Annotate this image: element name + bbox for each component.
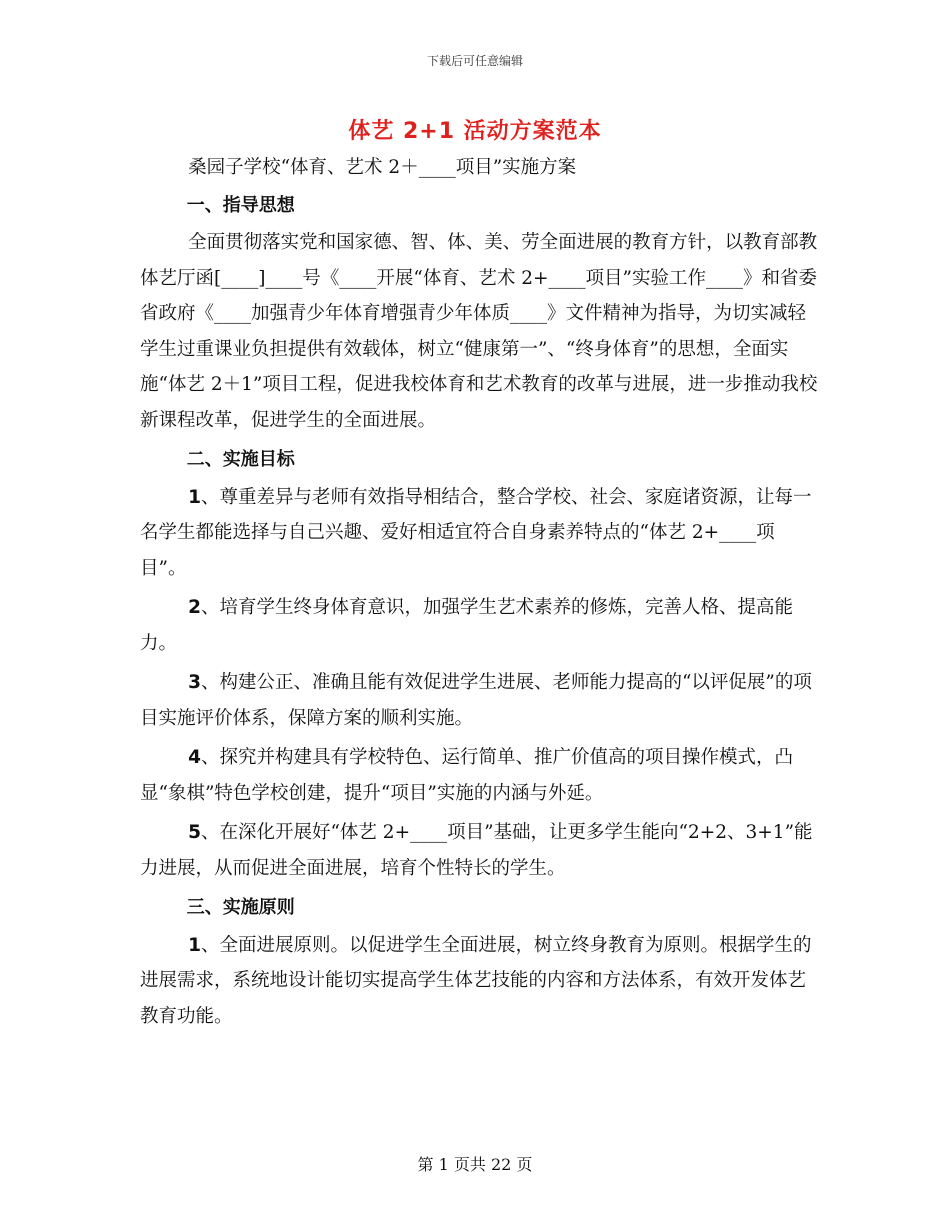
section-heading-principles: 三、实施原则 (186, 897, 295, 918)
document-body (140, 150, 820, 1034)
section-heading-goals: 二、实施目标 (186, 449, 295, 470)
document-subtitle: 桑园子学校“体育、艺术 2＋____项目”实施方案 (188, 157, 577, 178)
page-header-note: 下载后可任意编辑 (426, 54, 523, 68)
goal-number: 2 (188, 597, 201, 618)
goal-text: 、在深化开展好“体艺 2+____项目”基础，让更多学生能向“2+2、3+1”能力进展，从而促进全面进展，培育个性特长的学生。 (140, 822, 813, 879)
principle-number: 1 (188, 934, 201, 956)
goal-item (140, 815, 820, 886)
goal-text: 、构建公正、准确且能有效促进学生进展、老师能力提高的“以评促展”的项目实施评价体系，保障方案的顺利实施。 (140, 672, 812, 729)
goal-number: 5 (188, 822, 201, 843)
goal-text: 、尊重差异与老师有效指导相结合，整合学校、社会、家庭诸资源，让每一名学生都能选择与自己兴趣、爱好相适宜符合自身素养特点的“体艺 2+____项目”。 (140, 486, 812, 579)
principle-text: 、全面进展原则。以促进学生全面进展，树立终身教育为原则。根据学生的进展需求，系统地设计能切实提高学生体艺技能的内容和方法体系，有效开发体艺教育功能。 (140, 934, 812, 1027)
goal-text: 、培育学生终身体育意识，加强学生艺术素养的修炼，完善人格、提高能力。 (140, 597, 793, 654)
document-title: 体艺 2+1 活动方案范本 (348, 119, 602, 144)
goal-number: 3 (188, 672, 201, 693)
section-heading-guiding-ideology: 一、指导思想 (186, 194, 295, 216)
goal-number: 1 (188, 486, 201, 508)
goal-number: 4 (188, 747, 201, 768)
paragraph-guiding-ideology: 全面贯彻落实党和国家德、智、体、美、劳全面进展的教育方针，以教育部教体艺厅函[____]____号《____开展“体育、艺术 2+____项目”实验工作____》和省委省政府《____加强青少年体育增强青少年体质____》文件精神为指导，为切实减轻学生过重课业负担提供有效载体，树立“健康第一”、“终身体育”的思想，全面实施“体艺 2＋1”项目工程，促进我校体育和艺术教育的改革与进展，进一步推动我校新课程改革，促进学生的全面进展。 (140, 232, 818, 431)
goal-text: 、探究并构建具有学校特色、运行简单、推广价值高的项目操作模式，凸显“象棋”特色学校创建，提升“项目”实施的内涵与外延。 (140, 747, 793, 804)
goal-item (140, 665, 820, 736)
page-footer-page-info: 第 1 页共 22 页 (417, 1155, 533, 1174)
goal-item (140, 740, 820, 811)
principle-item (140, 928, 820, 1035)
goal-item (140, 590, 820, 661)
goal-item (140, 480, 820, 587)
